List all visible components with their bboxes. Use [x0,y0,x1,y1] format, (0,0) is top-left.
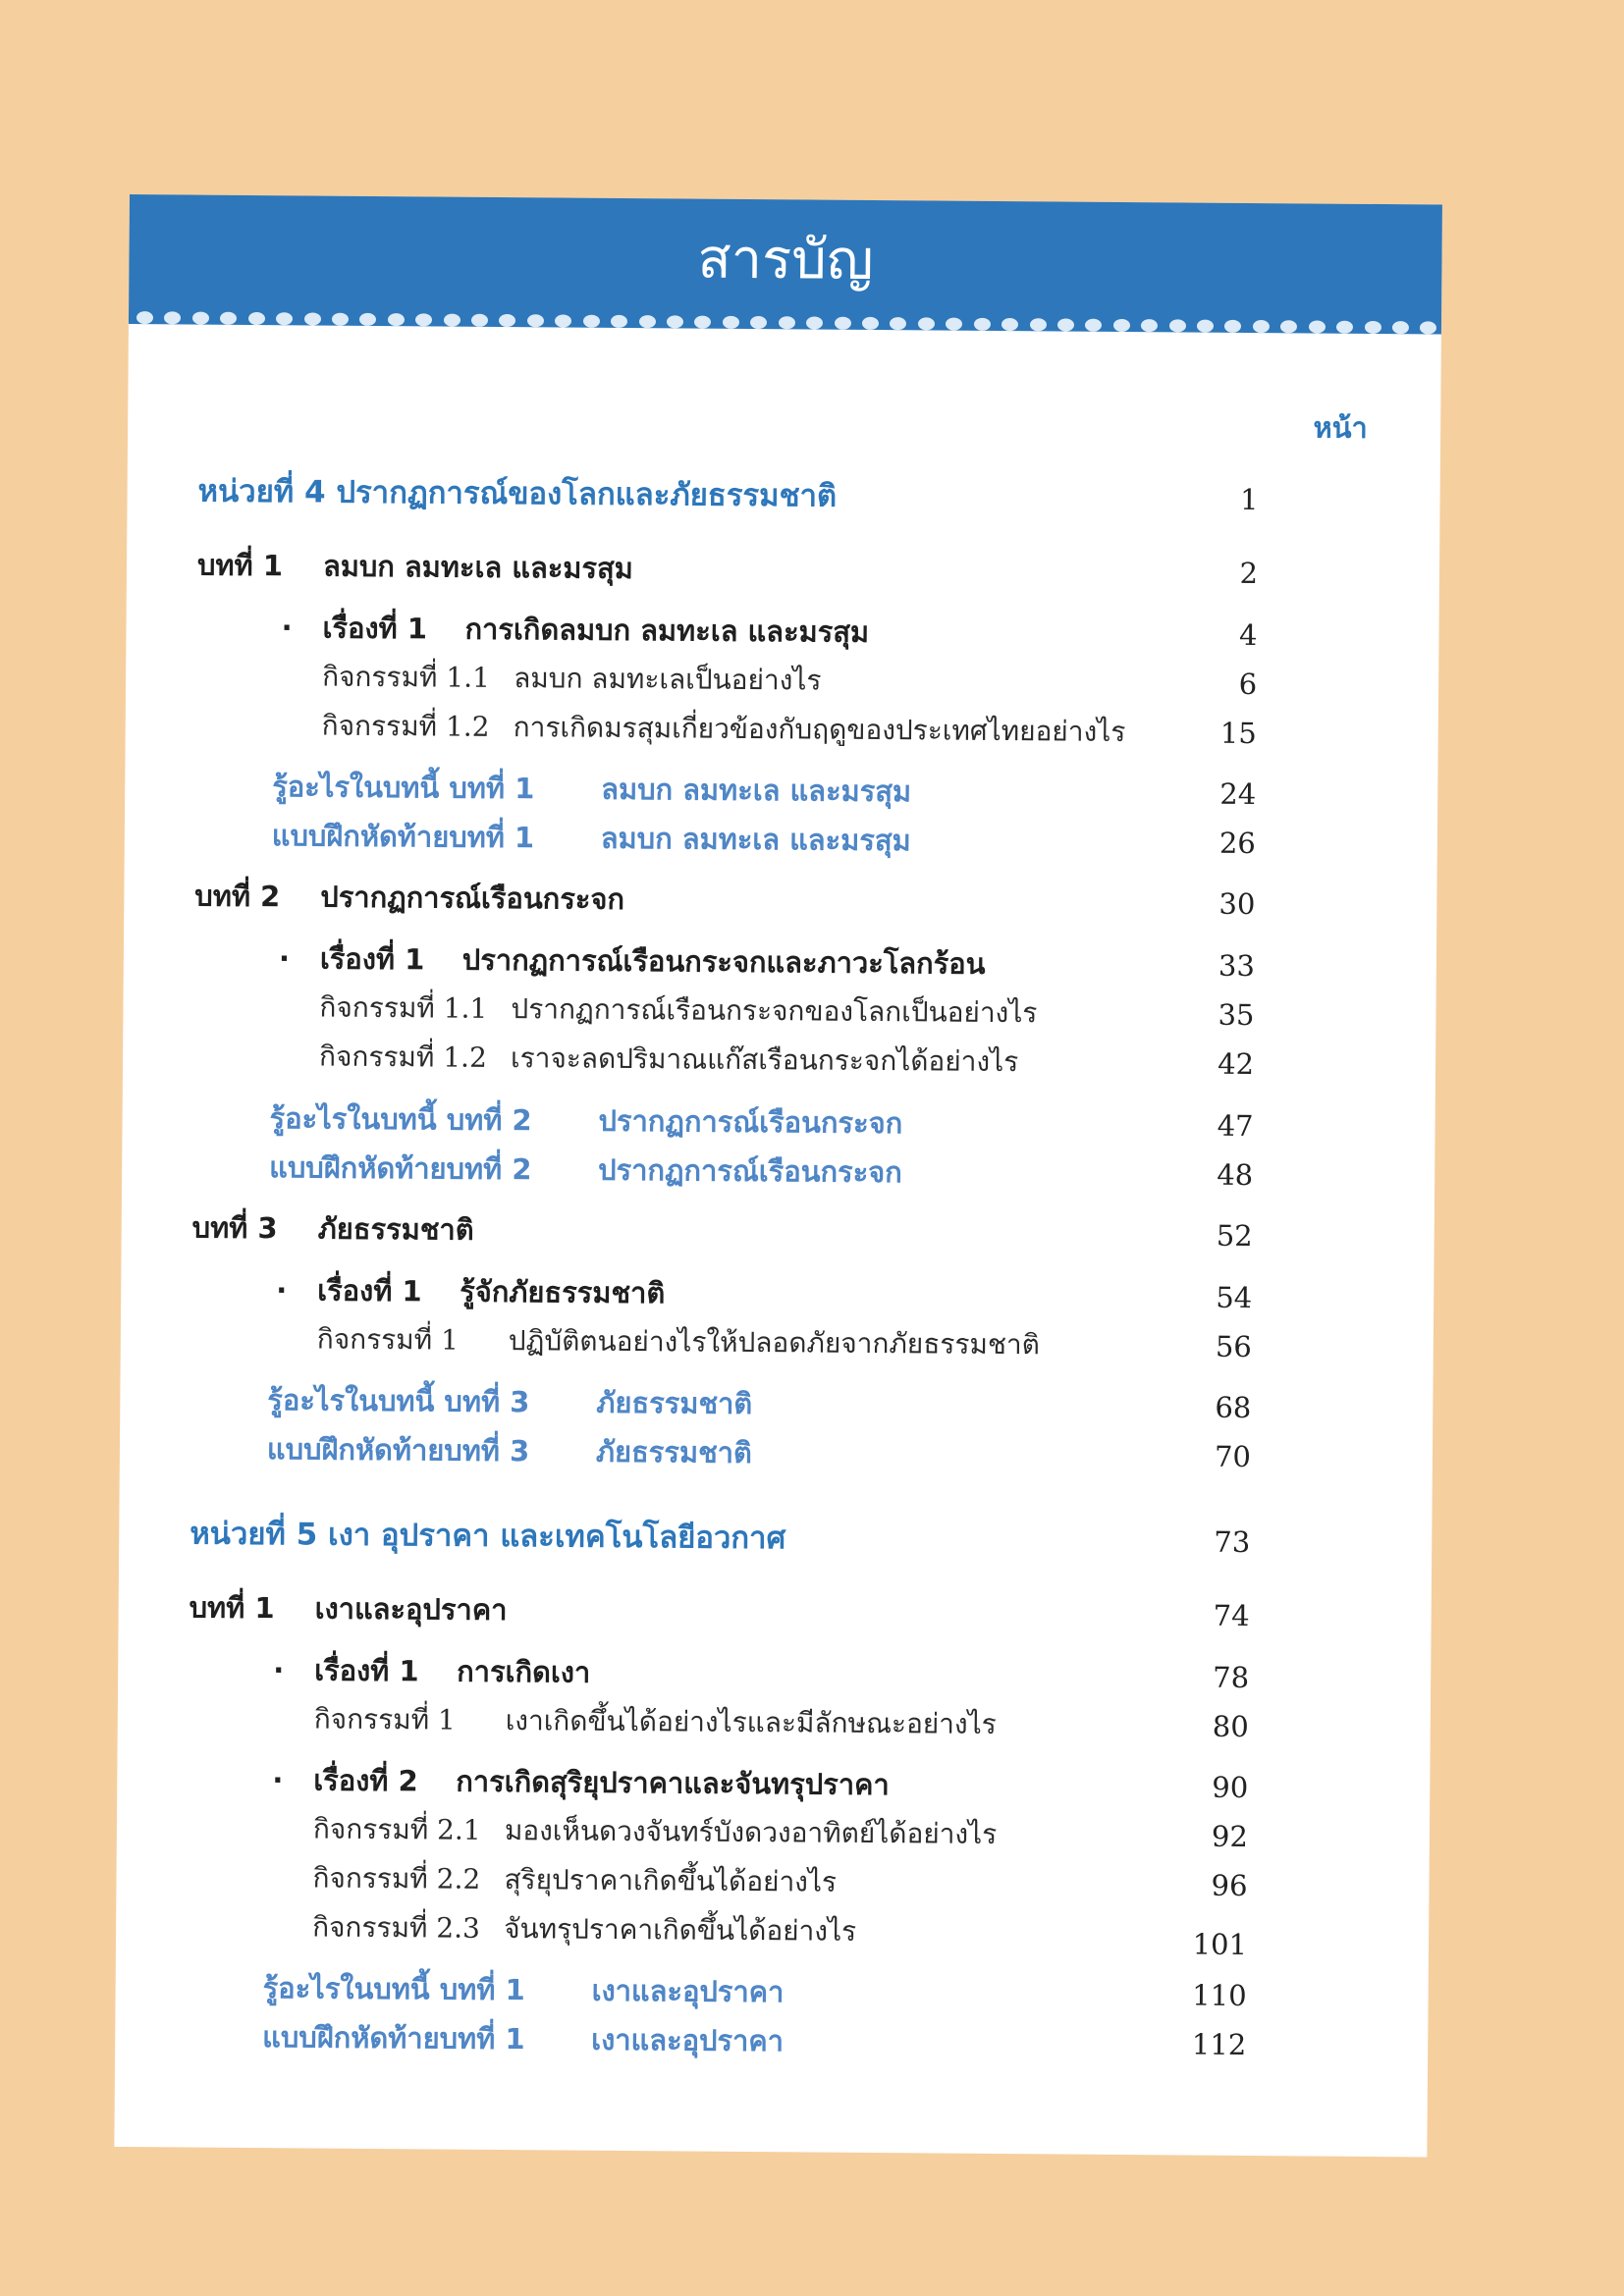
summary-title: ลมบก ลมทะเล และมรสุม [601,772,912,809]
summary-title: เงาและอุปราคา [591,1973,785,2009]
topic-label: เรื่องที่ 2 [313,1763,418,1798]
page-number: 47 [1217,1108,1254,1144]
activity-label: กิจกรรมที่ 2.2 [312,1861,481,1896]
border-dot [1224,319,1241,332]
activity-title: การเกิดมรสุมเกี่ยวข้องกับฤดูของประเทศไทยอย่างไร [513,711,1126,748]
summary-label: รู้อะไรในบทนี้ บทที่ 1 [272,770,535,806]
toc-exercise[interactable] [192,1146,1339,1198]
border-dot [1420,321,1436,334]
page-number: 1 [1240,482,1259,517]
page-number: 26 [1218,826,1256,861]
lesson-label: บทที่ 1 [196,548,284,583]
activity-title: ปฏิบัติตนอย่างไรให้ปลอดภัยจากภัยธรรมชาติ [508,1324,1040,1362]
border-dot [471,313,488,326]
toc-unit-4[interactable] [197,470,1268,522]
toc-lesson[interactable] [197,544,1268,596]
page-number: 96 [1211,1868,1248,1902]
border-dot [974,317,991,330]
border-dot [164,311,181,324]
activity-label: กิจกรรมที่ 1 [313,1702,456,1736]
bullet-icon: · [276,1273,288,1308]
border-dot [192,311,209,324]
page-number: 56 [1215,1329,1252,1364]
border-dot [1253,319,1270,332]
toc-topic[interactable] [196,606,1351,658]
border-dot [276,312,293,325]
border-dot [248,311,265,324]
toc-lesson[interactable] [194,875,1265,927]
border-dot [694,315,711,328]
title-banner [129,194,1442,334]
border-dot [750,315,767,328]
lesson-title: ปรากฏการณ์เรือนกระจก [320,880,625,916]
exercise-label: แบบฝึกหัดท้ายบทที่ 2 [269,1150,532,1187]
border-dot [136,311,153,324]
border-dot [1336,320,1353,333]
page-number: 48 [1217,1157,1254,1193]
activity-label: กิจกรรมที่ 1 [316,1322,460,1357]
toc-exercise[interactable] [195,814,1342,866]
activity-label: กิจกรรมที่ 2.1 [312,1812,481,1846]
border-dot [1057,318,1074,331]
toc-topic[interactable] [188,1758,1342,1810]
border-dot [1085,318,1102,331]
border-dot [667,315,683,328]
activity-title: ปรากฏการณ์เรือนกระจกของโลกเป็นอย่างไร [511,992,1038,1030]
bullet-icon: · [278,941,291,976]
dotted-border [136,308,1437,336]
border-dot [220,311,237,324]
toc-topic[interactable] [191,1268,1346,1320]
page-number: 90 [1212,1770,1249,1804]
page-number: 80 [1212,1709,1249,1743]
border-dot [415,313,432,326]
page-number: 30 [1218,886,1256,922]
activity-label: กิจกรรมที่ 1.1 [322,660,491,694]
activity-title: จันทรุปราคาเกิดขึ้นได้อย่างไร [504,1912,857,1948]
border-dot [303,312,320,325]
exercise-label: แบบฝึกหัดท้ายบทที่ 1 [271,819,535,855]
exercise-title: ปรากฏการณ์เรือนกระจก [598,1152,902,1190]
summary-label: รู้อะไรในบทนี้ บทที่ 3 [267,1383,530,1419]
page-number: 78 [1213,1660,1250,1695]
toc-topic[interactable] [189,1648,1343,1700]
border-dot [555,314,571,327]
activity-title: ลมบก ลมทะเลเป็นอย่างไร [514,662,822,697]
page-number: 52 [1216,1218,1253,1254]
topic-title: การเกิดเงา [457,1654,591,1689]
unit-title: หน่วยที่ 4 ปรากฏการณ์ของโลกและภัยธรรมชาติ [197,473,838,514]
exercise-title: ลมบก ลมทะเล และมรสุม [600,821,911,858]
topic-label: เรื่องที่ 1 [314,1653,419,1688]
page-number: 33 [1218,948,1255,984]
border-dot [834,316,850,329]
lesson-title: ภัยธรรมชาติ [317,1211,474,1247]
border-dot [1309,320,1326,333]
page-title: สารบัญ [697,227,874,293]
lesson-title: เงาและอุปราคา [314,1591,508,1628]
summary-title: ปรากฏการณ์เรือนกระจก [598,1103,903,1141]
toc-exercise[interactable] [186,2015,1332,2067]
border-dot [1280,320,1297,333]
border-dot [1364,320,1380,333]
page-number: 70 [1214,1439,1252,1474]
topic-label: เรื่องที่ 1 [317,1273,422,1308]
toc-page [114,194,1442,2157]
page-number: 74 [1213,1598,1250,1633]
page-number: 15 [1219,716,1257,751]
border-dot [499,313,515,326]
border-dot [527,314,544,327]
toc-unit-5[interactable] [189,1513,1260,1565]
border-dot [779,316,795,329]
border-dot [723,315,739,328]
page-number: 24 [1219,776,1257,812]
border-dot [862,316,879,329]
page-number: 35 [1218,997,1255,1033]
toc-lesson[interactable] [192,1206,1263,1258]
toc-summary[interactable] [192,1096,1339,1148]
activity-label: กิจกรรมที่ 1.2 [321,709,490,743]
border-dot [1141,319,1158,332]
border-dot [639,315,656,328]
topic-label: เรื่องที่ 1 [322,611,428,646]
lesson-title: ลมบก ลมทะเล และมรสุม [322,549,634,586]
page-number: 4 [1238,617,1258,653]
lesson-label: บทที่ 1 [189,1590,275,1626]
activity-label: กิจกรรมที่ 1.2 [318,1040,487,1074]
bullet-icon: · [273,1653,285,1687]
border-dot [918,317,935,330]
border-dot [1197,319,1214,332]
exercise-label: แบบฝึกหัดท้ายบทที่ 1 [262,2020,525,2056]
page-number: 42 [1218,1046,1255,1082]
toc-summary[interactable] [195,765,1342,817]
topic-title: ปรากฏการณ์เรือนกระจกและภาวะโลกร้อน [461,942,986,981]
page-number: 112 [1191,2027,1247,2061]
page-number: 110 [1192,1978,1247,2012]
topic-title: รู้จักภัยธรรมชาติ [460,1274,666,1310]
page-number: 73 [1214,1524,1251,1560]
lesson-label: บทที่ 2 [194,879,281,914]
border-dot [1113,318,1130,331]
toc-summary[interactable] [186,1966,1332,2018]
page-number: 2 [1239,556,1259,591]
page-number: 101 [1192,1927,1248,1961]
activity-title: เราจะลดปริมาณแก๊สเรือนกระจกได้อย่างไร [510,1041,1019,1079]
border-dot [1029,318,1046,331]
border-dot [388,313,405,326]
border-dot [890,317,906,330]
page-number: 68 [1215,1390,1252,1425]
toc-lesson[interactable] [189,1586,1260,1638]
topic-title: การเกิดลมบก ลมทะเล และมรสุม [464,612,870,649]
toc-topic[interactable] [194,936,1349,988]
summary-title: ภัยธรรมชาติ [596,1385,753,1421]
bullet-icon: · [281,611,293,645]
topic-label: เรื่องที่ 1 [319,941,425,977]
border-dot [806,316,823,329]
border-dot [1392,321,1409,334]
page-number: 92 [1211,1819,1249,1853]
page-column-header: หน้า [1313,410,1368,445]
page-number: 6 [1238,667,1258,702]
bullet-icon: · [272,1763,284,1797]
lesson-label: บทที่ 3 [191,1210,278,1246]
activity-title: มองเห็นดวงจันทร์บังดวงอาทิตย์ได้อย่างไร [504,1814,998,1850]
border-dot [444,313,460,326]
page-number: 54 [1216,1280,1253,1315]
border-dot [359,312,376,325]
border-dot [1169,319,1186,332]
activity-label: กิจกรรมที่ 2.3 [312,1910,481,1945]
unit-title: หน่วยที่ 5 เงา อุปราคา และเทคโนโลยีอวกาศ [189,1516,786,1557]
topic-title: การเกิดสุริยุปราคาและจันทรุปราคา [456,1764,890,1802]
activity-title: เงาเกิดขึ้นได้อย่างไรและมีลักษณะอย่างไร [505,1704,997,1740]
activity-label: กิจกรรมที่ 1.1 [319,990,488,1025]
border-dot [946,317,962,330]
border-dot [1001,317,1018,330]
summary-label: รู้อะไรในบทนี้ บทที่ 2 [269,1101,532,1138]
activity-title: สุริยุปราคาเกิดขึ้นได้อย่างไร [504,1863,838,1898]
border-dot [583,314,600,327]
exercise-title: ภัยธรรมชาติ [595,1434,752,1470]
summary-label: รู้อะไรในบทนี้ บทที่ 1 [262,1971,525,2007]
border-dot [611,314,627,327]
border-dot [332,312,349,325]
exercise-title: เงาและอุปราคา [591,2022,785,2058]
toc-exercise[interactable] [190,1427,1337,1479]
exercise-label: แบบฝึกหัดท้ายบทที่ 3 [266,1432,530,1468]
toc-summary[interactable] [190,1378,1337,1430]
